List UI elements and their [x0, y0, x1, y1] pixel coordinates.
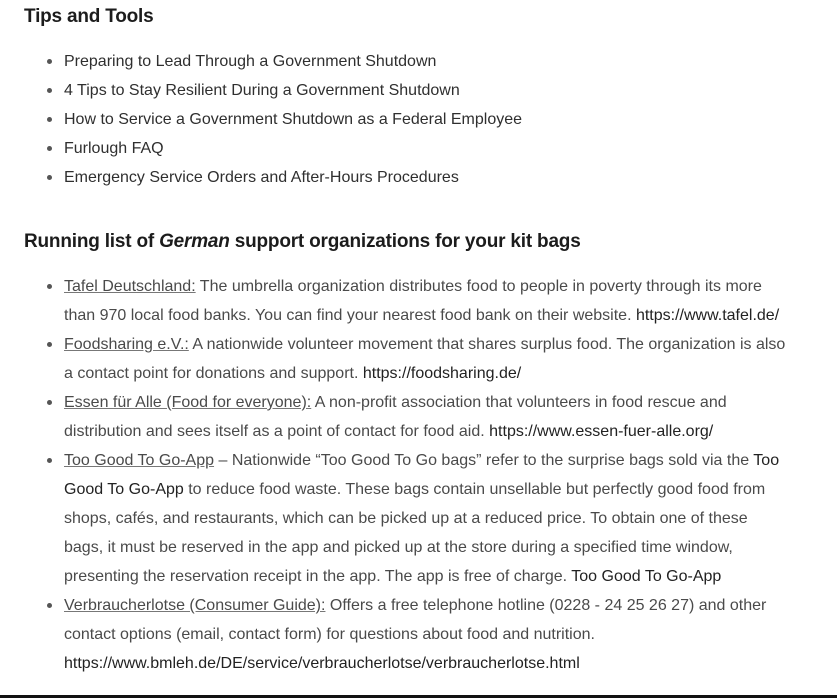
org-link-essen-fuer-alle[interactable]: Essen für Alle (Food for everyone): — [64, 394, 312, 411]
heading-text-em: German — [159, 231, 230, 252]
heading-text-pre: Running list of — [24, 231, 160, 252]
org-desc: A nationwide volunteer movement that shares surplus food. The organization is also a contact point for donations and support. — [64, 336, 786, 382]
org-item-tafel — [46, 272, 786, 330]
list-item[interactable]: Emergency Service Orders and After-Hours Procedures — [46, 163, 786, 192]
org-link-too-good-to-go[interactable]: Too Good To Go-App — [64, 452, 215, 469]
org-item-verbraucherlotse — [46, 591, 786, 678]
org-link-tafel[interactable]: Tafel Deutschland: — [64, 278, 196, 295]
org-desc: to reduce food waste. These bags contain unsellable but perfectly good food from shops, cafés, and restaurants, which can be picked up at a reduced price. To obtain one of these bags, it must be reserved in the app and picked up at the store during a specified time window, presenting the reservation receipt in the app. The app is free of charge. — [64, 481, 766, 585]
org-url[interactable]: https://www.tafel.de/ — [635, 307, 780, 324]
org-desc: Offers a free telephone hotline (0228 - 24 25 26 27) and other contact options (email, contact form) for questions about food and nutrition. — [64, 597, 767, 643]
app-link[interactable]: Too Good To Go-App — [571, 568, 722, 585]
org-list — [46, 272, 786, 678]
org-desc: A non-profit association that volunteers in food rescue and distribution and sees itself as a point of contact for food aid. — [64, 394, 727, 440]
tips-list — [46, 47, 786, 192]
org-desc: – Nationwide — [214, 452, 316, 469]
org-desc: The umbrella organization distributes food to people in poverty through its more than 970 local food banks. You can find your nearest food bank on their website. — [64, 278, 762, 324]
org-item-essen-fuer-alle — [46, 388, 786, 446]
org-link-verbraucherlotse[interactable]: Verbraucherlotse (Consumer Guide): — [64, 597, 326, 614]
list-item[interactable]: Furlough FAQ — [46, 134, 786, 163]
org-link-foodsharing[interactable]: Foodsharing e.V.: — [64, 336, 189, 353]
list-item[interactable]: 4 Tips to Stay Resilient During a Government Shutdown — [46, 76, 786, 105]
tips-heading: Tips and Tools — [24, 6, 154, 27]
org-url[interactable]: https://foodsharing.de/ — [358, 365, 522, 382]
app-name: Too Good To Go-App — [64, 452, 780, 498]
org-desc: “Too Good To Go bags” refer to the surprise bags sold via the — [315, 452, 754, 469]
org-url[interactable]: https://www.bmleh.de/DE/service/verbraucherlotse/verbraucherlotse.html — [64, 655, 580, 672]
org-item-too-good-to-go — [46, 446, 786, 591]
org-url[interactable]: https://www.essen-fuer-alle.org/ — [484, 423, 714, 440]
heading-text-post: support organizations for your kit bags — [229, 231, 581, 252]
list-item[interactable]: Preparing to Lead Through a Government Shutdown — [46, 47, 786, 76]
running-list-heading — [24, 231, 581, 253]
list-item[interactable]: How to Service a Government Shutdown as a Federal Employee — [46, 105, 786, 134]
org-item-foodsharing — [46, 330, 786, 388]
